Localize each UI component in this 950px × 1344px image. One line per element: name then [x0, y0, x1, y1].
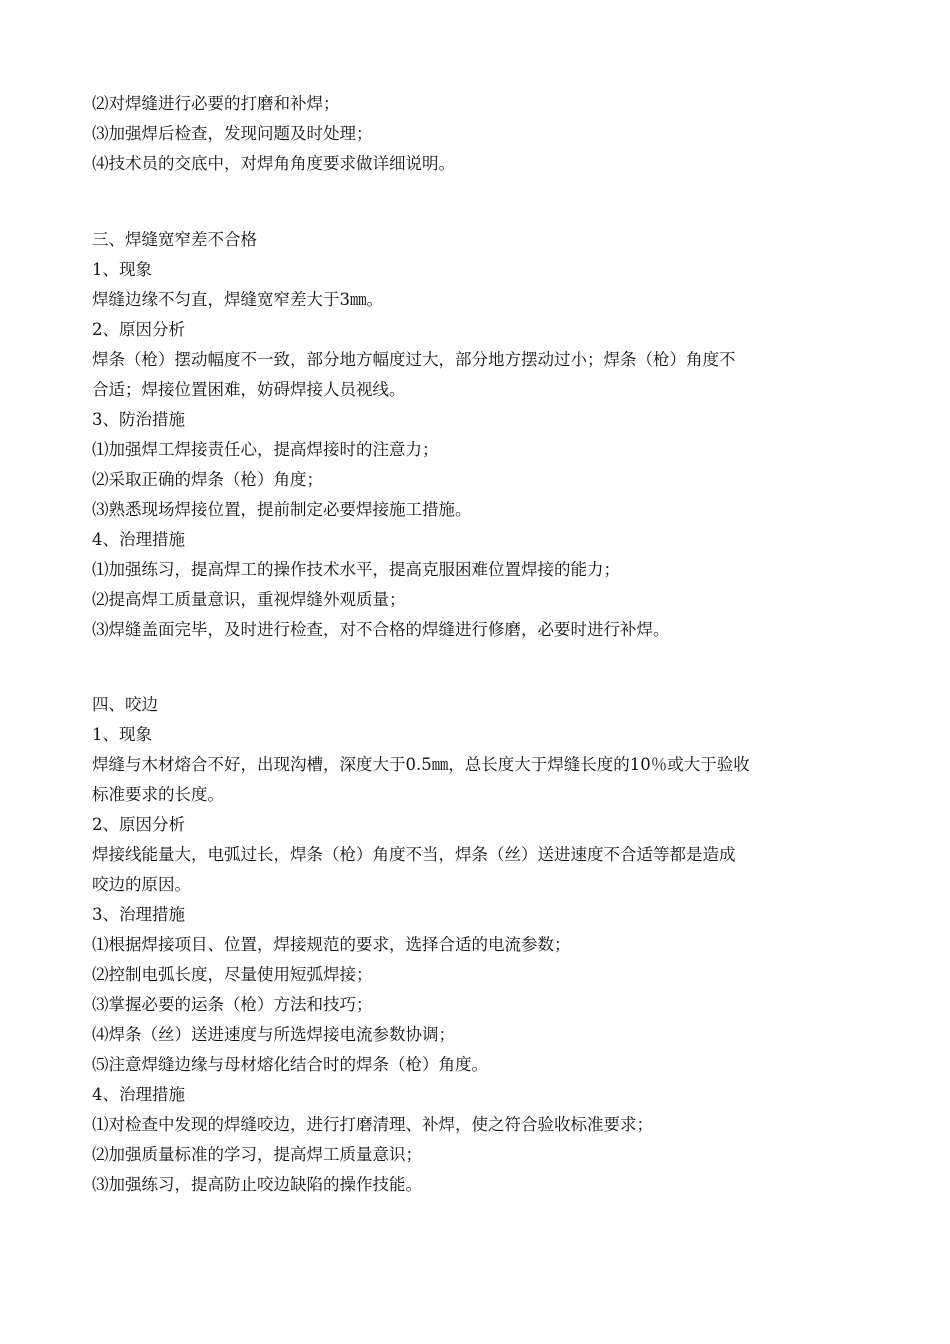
list-item: ⑷焊条（丝）送进速度与所选焊接电流参数协调；: [92, 1025, 455, 1044]
list-item: ⑸注意焊缝边缘与母材熔化结合时的焊条（枪）角度。: [92, 1055, 488, 1074]
list-item: ⑵对焊缝进行必要的打磨和补焊；: [92, 94, 340, 113]
list-item: ⑷技术员的交底中，对焊角角度要求做详细说明。: [92, 154, 455, 173]
list-item: ⑵控制电弧长度，尽量使用短弧焊接；: [92, 965, 373, 984]
list-item: ⑵采取正确的焊条（枪）角度；: [92, 470, 323, 489]
list-item: ⑶加强焊后检查，发现问题及时处理；: [92, 124, 373, 143]
subheading: 2、原因分析: [92, 815, 185, 834]
subheading: 3、治理措施: [92, 905, 185, 924]
subheading: 4、治理措施: [92, 530, 185, 549]
paragraph: 焊缝边缘不匀直，焊缝宽窄差大于3㎜。: [92, 290, 383, 309]
paragraph: 焊接线能量大，电弧过长，焊条（枪）角度不当，焊条（丝）送进速度不合适等都是造成: [92, 845, 736, 864]
paragraph: 焊条（枪）摆动幅度不一致，部分地方幅度过大，部分地方摆动过小；焊条（枪）角度不: [92, 350, 736, 369]
subheading: 2、原因分析: [92, 320, 185, 339]
subheading: 1、现象: [92, 725, 152, 744]
list-item: ⑶熟悉现场焊接位置，提前制定必要焊接施工措施。: [92, 500, 472, 519]
list-item: ⑵加强质量标准的学习，提高焊工质量意识；: [92, 1145, 422, 1164]
list-item: ⑶加强练习，提高防止咬边缺陷的操作技能。: [92, 1175, 422, 1194]
list-item: ⑶焊缝盖面完毕，及时进行检查，对不合格的焊缝进行修磨，必要时进行补焊。: [92, 620, 670, 639]
list-item: ⑶掌握必要的运条（枪）方法和技巧；: [92, 995, 373, 1014]
subheading: 1、现象: [92, 260, 152, 279]
list-item: ⑴对检查中发现的焊缝咬边，进行打磨清理、补焊，使之符合验收标准要求；: [92, 1115, 653, 1134]
paragraph: 咬边的原因。: [92, 875, 191, 894]
section-heading: 三、焊缝宽窄差不合格: [92, 230, 257, 249]
list-item: ⑴根据焊接项目、位置，焊接规范的要求，选择合适的电流参数；: [92, 935, 571, 954]
paragraph: 焊缝与木材熔合不好，出现沟槽，深度大于0.5㎜，总长度大于焊缝长度的10％或大于验收: [92, 755, 750, 774]
list-item: ⑴加强练习，提高焊工的操作技术水平，提高克服困难位置焊接的能力；: [92, 560, 620, 579]
subheading: 4、治理措施: [92, 1085, 185, 1104]
subheading: 3、防治措施: [92, 410, 185, 429]
paragraph: 合适；焊接位置困难，妨碍焊接人员视线。: [92, 380, 406, 399]
list-item: ⑴加强焊工焊接责任心，提高焊接时的注意力；: [92, 440, 439, 459]
list-item: ⑵提高焊工质量意识，重视焊缝外观质量；: [92, 590, 406, 609]
paragraph: 标准要求的长度。: [92, 785, 224, 804]
section-heading: 四、咬边: [92, 695, 158, 714]
